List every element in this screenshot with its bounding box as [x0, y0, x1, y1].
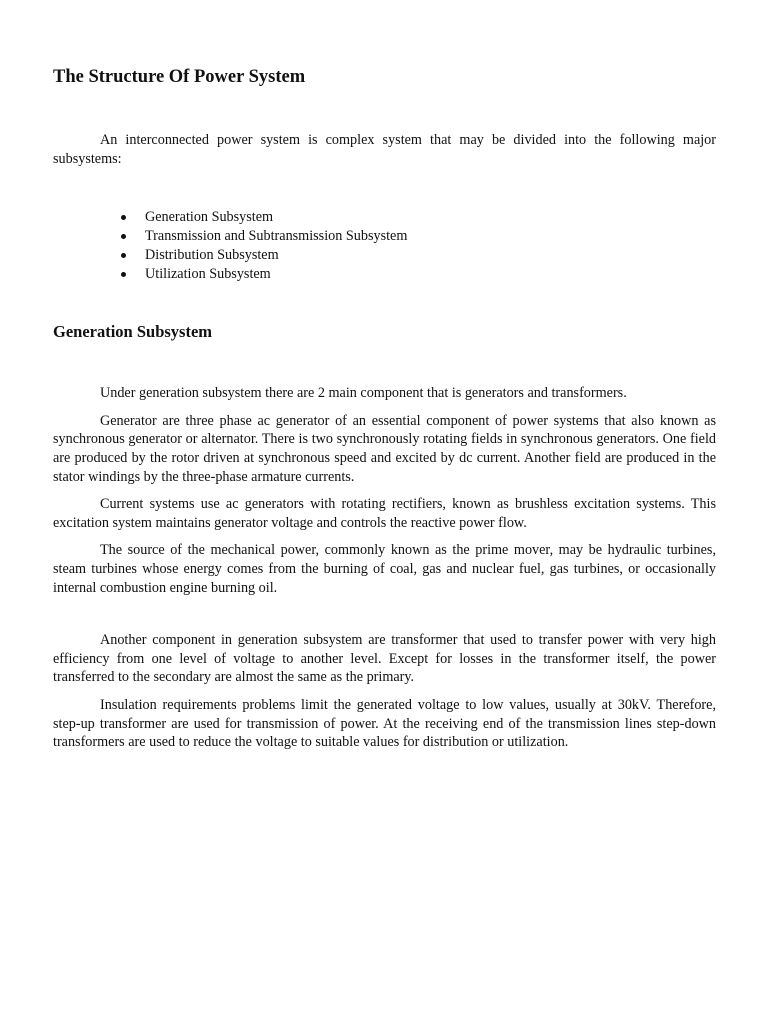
- bullet-icon: [121, 253, 126, 258]
- list-item: Generation Subsystem: [53, 208, 716, 227]
- bullet-icon: [121, 272, 126, 277]
- bullet-icon: [121, 215, 126, 220]
- section-paragraph: Generator are three phase ac generator of an essential component of power systems that also known as synchronous generator or alternator. There is two synchronously rotating fields in synchronous generators. One field are produced by the rotor driven at synchronous speed and excited by dc current. Another field are produced in the stator windings by the three-phase armature currents.: [53, 412, 716, 485]
- section-paragraph: Another component in generation subsystem are transformer that used to transfer power with very high efficiency from one level of voltage to another level. Except for losses in the transformer itself, the power transferred to the secondary are almost the same as the primary.: [53, 632, 716, 686]
- document-title: The Structure Of Power System: [53, 67, 306, 87]
- document-page: [53, 66, 716, 752]
- section-paragraph: The source of the mechanical power, commonly known as the prime mover, may be hydraulic turbines, steam turbines whose energy comes from the burning of coal, gas and nuclear fuel, gas turbines, or occasionally internal combustion engine burning oil.: [53, 542, 716, 596]
- list-item: Utilization Subsystem: [53, 265, 716, 284]
- section-paragraph: Under generation subsystem there are 2 main component that is generators and transformers.: [100, 385, 627, 402]
- section-paragraph: Insulation requirements problems limit the generated voltage to low values, usually at 30kV. Therefore, step-up transformer are used for transmission of power. At the receiving end of the transmission lines step-down transformers are used to reduce the voltage to suitable values for distribution or utilization.: [53, 696, 716, 751]
- section-paragraph: Current systems use ac generators with rotating rectifiers, known as brushless excitation systems. This excitation system maintains generator voltage and controls the reactive power flow.: [53, 496, 716, 531]
- intro-paragraph: An interconnected power system is complex system that may be divided into the following major subsystems:: [53, 132, 716, 167]
- list-item: Distribution Subsystem: [53, 246, 716, 265]
- subsystem-list: [53, 208, 716, 284]
- section-heading: Generation Subsystem: [53, 322, 213, 342]
- list-item: Transmission and Subtransmission Subsystem: [53, 227, 716, 246]
- bullet-icon: [121, 234, 126, 239]
